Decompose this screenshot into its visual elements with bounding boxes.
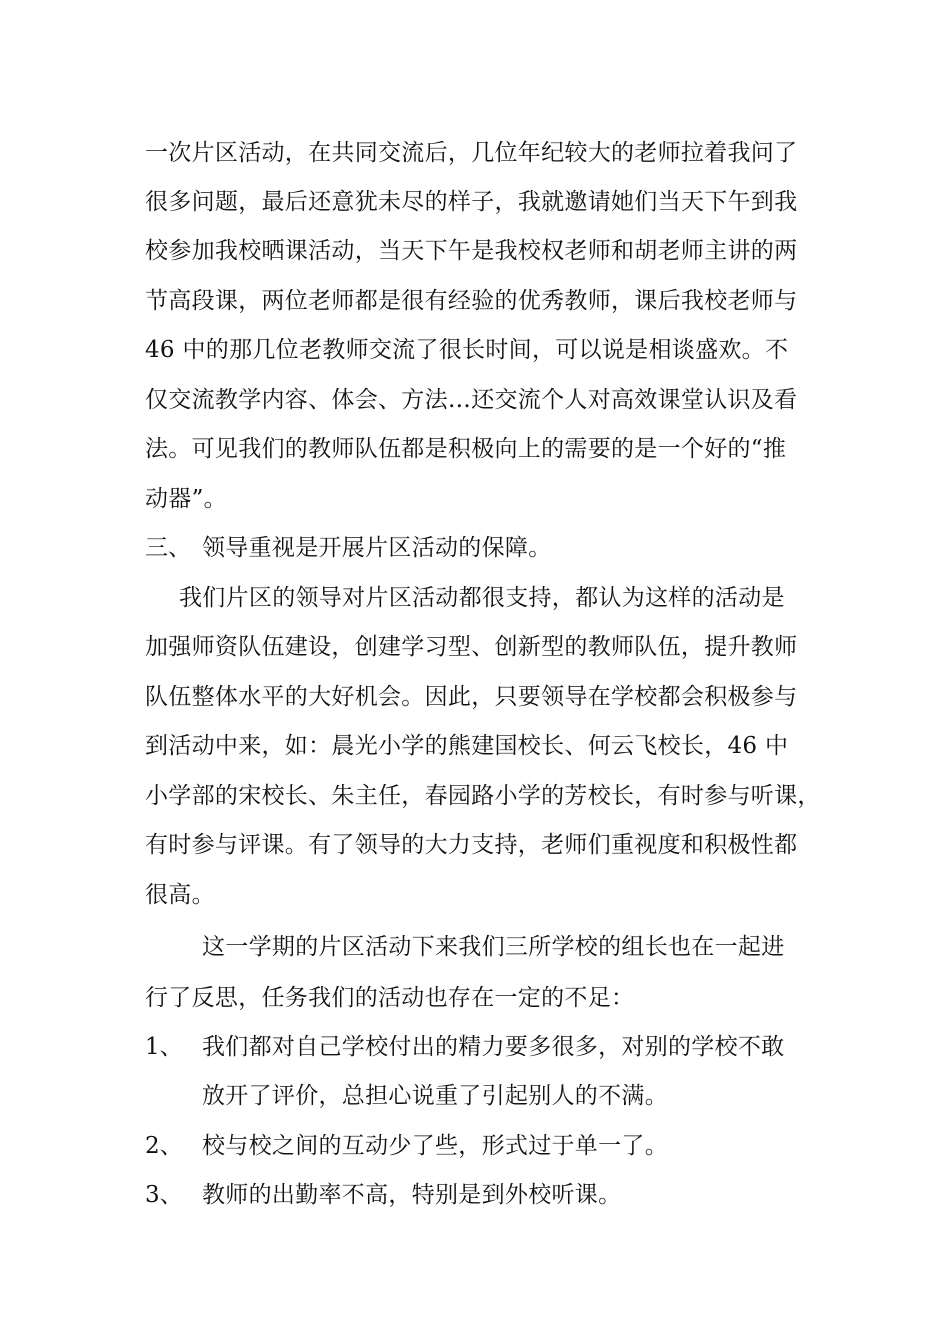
text-line: 到活动中来，如：晨光小学的熊建国校长、何云飞校长，46 中 xyxy=(145,733,789,759)
text-line: 很多问题，最后还意犹未尽的样子，我就邀请她们当天下午到我 xyxy=(145,189,798,215)
text-line: 很高。 xyxy=(145,882,215,908)
text-line: 行了反思，任务我们的活动也存在一定的不足： xyxy=(145,985,635,1011)
text-line: 节高段课，两位老师都是很有经验的优秀教师，课后我校老师与 xyxy=(145,288,798,314)
section-title: 领导重视是开展片区活动的保障。 xyxy=(202,535,552,561)
text-line: 法。可见我们的教师队伍都是积极向上的需要的是一个好的“推 xyxy=(145,436,787,462)
text-line: 仅交流教学内容、体会、方法…还交流个人对高效课堂认识及看 xyxy=(145,387,798,413)
text-line: 队伍整体水平的大好机会。因此，只要领导在学校都会积极参与 xyxy=(145,684,798,710)
list-number: 3、 xyxy=(145,1182,183,1208)
list-item-text: 教师的出勤率不高，特别是到外校听课。 xyxy=(202,1182,622,1208)
text-line: 这一学期的片区活动下来我们三所学校的组长也在一起进 xyxy=(202,934,785,960)
text-line: 一次片区活动，在共同交流后，几位年纪较大的老师拉着我问了 xyxy=(145,140,798,166)
text-line: 动器”。 xyxy=(145,486,227,512)
list-item-text: 放开了评价，总担心说重了引起别人的不满。 xyxy=(202,1083,668,1109)
text-line: 46 中的那几位老教师交流了很长时间，可以说是相谈盛欢。不 xyxy=(145,337,789,363)
text-line: 我们片区的领导对片区活动都很支持，都认为这样的活动是 xyxy=(179,585,785,611)
list-number: 1、 xyxy=(145,1034,183,1060)
section-number: 三、 xyxy=(145,535,191,561)
list-number: 2、 xyxy=(145,1133,183,1159)
list-item-text: 校与校之间的互动少了些，形式过于单一了。 xyxy=(202,1133,668,1159)
text-line: 加强师资队伍建设，创建学习型、创新型的教师队伍，提升教师 xyxy=(145,634,798,660)
text-line: 校参加我校晒课活动，当天下午是我校权老师和胡老师主讲的两 xyxy=(145,238,798,264)
text-line: 小学部的宋校长、朱主任，春园路小学的芳校长，有时参与听课， xyxy=(145,783,821,809)
list-item-text: 我们都对自己学校付出的精力要多很多，对别的学校不敢 xyxy=(202,1034,785,1060)
text-line: 有时参与评课。有了领导的大力支持，老师们重视度和积极性都 xyxy=(145,832,798,858)
